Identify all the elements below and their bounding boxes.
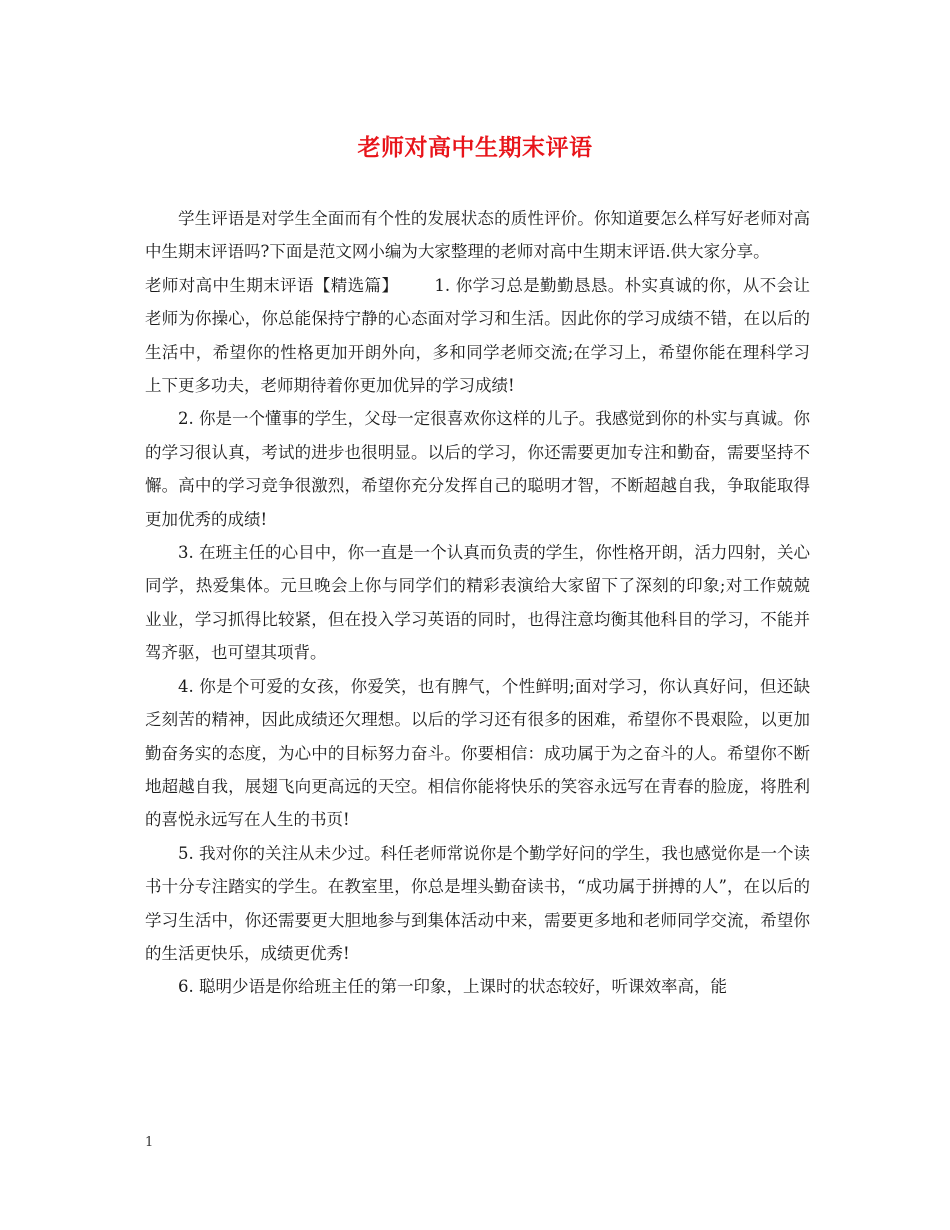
intro-paragraph: 学生评语是对学生全面而有个性的发展状态的质性评价。你知道要怎么样写好老师对高中生期末评语吗?下面是范文网小编为大家整理的老师对高中生期末评语.供大家分享。 xyxy=(145,209,810,262)
comment-item-1: 1. 你学习总是勤勤恳恳。朴实真诚的你，从不会让老师为你操心，你总能保持宁静的心态面对学习和生活。因此你的学习成绩不错，在以后的生活中，希望你的性格更加开朗外向，多和同学老师交流;在学习上，希望你能在理科学习上下更多功夫，老师期待着你更加优异的学习成绩! xyxy=(145,275,810,396)
section-heading-paragraph xyxy=(145,269,810,403)
page-number: 1 xyxy=(145,1135,154,1150)
comment-item-4: 4. 你是个可爱的女孩，你爱笑，也有脾气，个性鲜明;面对学习，你认真好问，但还缺乏刻苦的精神，因此成绩还欠理想。以后的学习还有很多的困难，希望你不畏艰险，以更加勤奋务实的态度，为心中的目标努力奋斗。你要相信：成功属于为之奋斗的人。希望你不断地超越自我，展翅飞向更高远的天空。相信你能将快乐的笑容永远写在青春的脸庞，将胜利的喜悦永远写在人生的书页! xyxy=(145,676,810,830)
comment-item-2: 2. 你是一个懂事的学生，父母一定很喜欢你这样的儿子。我感觉到你的朴实与真诚。你的学习很认真，考试的进步也很明显。以后的学习，你还需要更加专注和勤奋，需要坚持不懈。高中的学习竞争很激烈，希望你充分发挥自己的聪明才智，不断超越自我，争取能取得更加优秀的成绩! xyxy=(145,409,810,529)
document-body xyxy=(145,202,810,1004)
comment-item-6: 6. 聪明少语是你给班主任的第一印象，上课时的状态较好，听课效率高，能 xyxy=(178,977,727,997)
comment-item-3: 3. 在班主任的心目中，你一直是一个认真而负责的学生，你性格开朗，活力四射，关心同学，热爱集体。元旦晚会上你与同学们的精彩表演给大家留下了深刻的印象;对工作兢兢业业，学习抓得比较紧，但在投入学习英语的同时，也得注意均衡其他科目的学习，不能并驾齐驱，也可望其项背。 xyxy=(145,543,810,663)
section-heading: 老师对高中生期末评语【精选篇】 xyxy=(145,275,399,295)
comment-item-5: 5. 我对你的关注从未少过。科任老师常说你是个勤学好问的学生，我也感觉你是一个读书十分专注踏实的学生。在教室里，你总是埋头勤奋读书，“成功属于拼搏的人”，在以后的学习生活中，你还需要更大胆地参与到集体活动中来，需要更多地和老师同学交流，希望你的生活更快乐，成绩更优秀! xyxy=(145,843,810,963)
document-title: 老师对高中生期末评语 xyxy=(357,134,593,161)
